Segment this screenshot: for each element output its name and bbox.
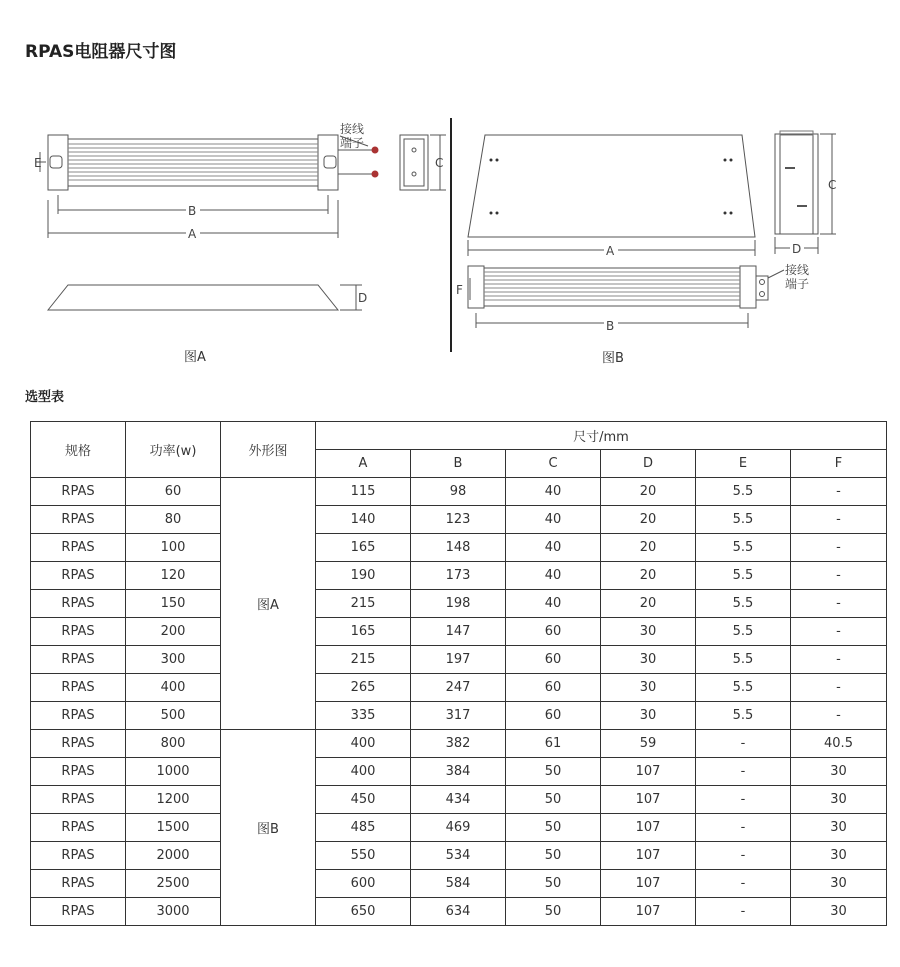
cell-power: 100	[126, 534, 221, 562]
cell-d: 107	[601, 758, 696, 786]
figa-label-a: A	[188, 227, 197, 241]
table-row	[31, 646, 887, 674]
cell-spec: RPAS	[31, 870, 126, 898]
cell-e: -	[696, 730, 791, 758]
cell-e: 5.5	[696, 590, 791, 618]
cell-c: 60	[506, 702, 601, 730]
cell-power: 60	[126, 478, 221, 506]
cell-power: 400	[126, 674, 221, 702]
cell-d: 59	[601, 730, 696, 758]
cell-b: 434	[411, 786, 506, 814]
cell-f: -	[791, 562, 887, 590]
cell-power: 2500	[126, 870, 221, 898]
header-power: 功率(w)	[126, 422, 221, 478]
figure-b-side-view	[468, 135, 755, 256]
cell-spec: RPAS	[31, 702, 126, 730]
cell-e: -	[696, 842, 791, 870]
cell-c: 40	[506, 562, 601, 590]
cell-b: 98	[411, 478, 506, 506]
cell-power: 200	[126, 618, 221, 646]
cell-spec: RPAS	[31, 478, 126, 506]
cell-f: -	[791, 478, 887, 506]
cell-b: 173	[411, 562, 506, 590]
table-row	[31, 674, 887, 702]
cell-power: 300	[126, 646, 221, 674]
cell-e: 5.5	[696, 646, 791, 674]
figa-label-e: E	[34, 156, 42, 170]
cell-b: 584	[411, 870, 506, 898]
cell-e: 5.5	[696, 562, 791, 590]
cell-a: 450	[316, 786, 411, 814]
cell-power: 120	[126, 562, 221, 590]
header-dim-f: F	[791, 450, 887, 478]
cell-c: 50	[506, 786, 601, 814]
cell-a: 400	[316, 758, 411, 786]
cell-f: -	[791, 590, 887, 618]
cell-e: 5.5	[696, 618, 791, 646]
header-dim-b: B	[411, 450, 506, 478]
cell-spec: RPAS	[31, 674, 126, 702]
cell-e: 5.5	[696, 534, 791, 562]
cell-b: 247	[411, 674, 506, 702]
cell-a: 550	[316, 842, 411, 870]
table-row	[31, 478, 887, 506]
cell-d: 30	[601, 702, 696, 730]
cell-d: 20	[601, 478, 696, 506]
cell-spec: RPAS	[31, 842, 126, 870]
cell-f: -	[791, 646, 887, 674]
figure-a-caption: 图A	[184, 350, 206, 365]
header-dim-e: E	[696, 450, 791, 478]
cell-power: 1000	[126, 758, 221, 786]
figa-label-c: C	[435, 156, 444, 170]
table-row	[31, 758, 887, 786]
table-row	[31, 590, 887, 618]
cell-a: 165	[316, 618, 411, 646]
table-row	[31, 898, 887, 926]
cell-a: 650	[316, 898, 411, 926]
cell-e: -	[696, 898, 791, 926]
header-dim-d: D	[601, 450, 696, 478]
cell-f: 30	[791, 814, 887, 842]
cell-a: 190	[316, 562, 411, 590]
cell-a: 215	[316, 646, 411, 674]
figa-terminal-label-1: 接线	[340, 122, 365, 136]
cell-b: 534	[411, 842, 506, 870]
cell-e: -	[696, 870, 791, 898]
cell-d: 20	[601, 590, 696, 618]
header-shape: 外形图	[221, 422, 316, 478]
cell-spec: RPAS	[31, 730, 126, 758]
cell-b: 469	[411, 814, 506, 842]
cell-b: 198	[411, 590, 506, 618]
cell-f: 30	[791, 842, 887, 870]
cell-d: 107	[601, 898, 696, 926]
cell-b: 148	[411, 534, 506, 562]
cell-spec: RPAS	[31, 814, 126, 842]
cell-c: 40	[506, 478, 601, 506]
cell-a: 335	[316, 702, 411, 730]
cell-a: 485	[316, 814, 411, 842]
figb-label-c: C	[828, 178, 837, 192]
figb-label-d: D	[792, 242, 802, 256]
cell-spec: RPAS	[31, 786, 126, 814]
cell-c: 61	[506, 730, 601, 758]
cell-spec: RPAS	[31, 758, 126, 786]
cell-spec: RPAS	[31, 898, 126, 926]
cell-power: 2000	[126, 842, 221, 870]
cell-f: 30	[791, 786, 887, 814]
cell-spec: RPAS	[31, 618, 126, 646]
cell-d: 107	[601, 814, 696, 842]
dimension-drawings	[0, 0, 900, 380]
table-row	[31, 506, 887, 534]
cell-e: 5.5	[696, 702, 791, 730]
cell-d: 20	[601, 562, 696, 590]
cell-c: 50	[506, 814, 601, 842]
cell-b: 197	[411, 646, 506, 674]
header-spec: 规格	[31, 422, 126, 478]
cell-b: 123	[411, 506, 506, 534]
figb-label-b: B	[606, 319, 615, 333]
cell-b: 382	[411, 730, 506, 758]
cell-spec: RPAS	[31, 506, 126, 534]
table-row	[31, 786, 887, 814]
cell-c: 40	[506, 534, 601, 562]
cell-a: 165	[316, 534, 411, 562]
cell-c: 50	[506, 870, 601, 898]
figb-label-a: A	[606, 244, 615, 258]
cell-power: 1200	[126, 786, 221, 814]
table-row	[31, 702, 887, 730]
cell-e: -	[696, 786, 791, 814]
cell-f: -	[791, 618, 887, 646]
table-row	[31, 870, 887, 898]
cell-f: 30	[791, 758, 887, 786]
cell-e: 5.5	[696, 478, 791, 506]
cell-d: 30	[601, 646, 696, 674]
cell-e: -	[696, 758, 791, 786]
cell-e: 5.5	[696, 674, 791, 702]
figure-b-end-view	[775, 131, 836, 254]
cell-e: 5.5	[696, 506, 791, 534]
figb-terminal-label-1: 接线	[785, 263, 810, 277]
cell-c: 60	[506, 674, 601, 702]
header-dims: 尺寸/mm	[316, 422, 887, 450]
cell-d: 20	[601, 534, 696, 562]
cell-a: 115	[316, 478, 411, 506]
page-title: RPAS电阻器尺寸图	[25, 42, 177, 62]
table-body	[31, 478, 887, 926]
cell-f: -	[791, 674, 887, 702]
cell-c: 40	[506, 506, 601, 534]
cell-d: 107	[601, 870, 696, 898]
cell-f: -	[791, 534, 887, 562]
cell-b: 384	[411, 758, 506, 786]
cell-b: 634	[411, 898, 506, 926]
cell-c: 50	[506, 842, 601, 870]
cell-power: 1500	[126, 814, 221, 842]
cell-f: -	[791, 702, 887, 730]
cell-power: 800	[126, 730, 221, 758]
figa-label-b: B	[188, 204, 197, 218]
cell-f: 40.5	[791, 730, 887, 758]
cell-e: -	[696, 814, 791, 842]
figure-a-side-view	[48, 285, 362, 310]
cell-c: 50	[506, 758, 601, 786]
cell-spec: RPAS	[31, 646, 126, 674]
figure-b-top-view	[468, 266, 784, 328]
cell-spec: RPAS	[31, 590, 126, 618]
cell-c: 60	[506, 646, 601, 674]
cell-d: 30	[601, 674, 696, 702]
header-dim-a: A	[316, 450, 411, 478]
selection-table	[30, 421, 887, 926]
cell-d: 20	[601, 506, 696, 534]
table-row	[31, 814, 887, 842]
cell-a: 215	[316, 590, 411, 618]
cell-b: 317	[411, 702, 506, 730]
cell-power: 80	[126, 506, 221, 534]
cell-a: 600	[316, 870, 411, 898]
figa-terminal-label-2: 端子	[340, 136, 365, 150]
table-row	[31, 842, 887, 870]
cell-f: 30	[791, 898, 887, 926]
cell-a: 265	[316, 674, 411, 702]
figure-b-caption: 图B	[602, 351, 624, 366]
cell-shape: 图B	[221, 730, 316, 926]
cell-f: -	[791, 506, 887, 534]
cell-spec: RPAS	[31, 562, 126, 590]
cell-c: 60	[506, 618, 601, 646]
header-dim-c: C	[506, 450, 601, 478]
cell-d: 107	[601, 786, 696, 814]
figa-label-d: D	[358, 291, 368, 305]
cell-spec: RPAS	[31, 534, 126, 562]
table-row	[31, 562, 887, 590]
cell-d: 107	[601, 842, 696, 870]
cell-d: 30	[601, 618, 696, 646]
cell-power: 3000	[126, 898, 221, 926]
cell-a: 140	[316, 506, 411, 534]
selection-table-title: 选型表	[25, 390, 65, 405]
table-row	[31, 534, 887, 562]
table-row	[31, 730, 887, 758]
table-row	[31, 618, 887, 646]
header-row	[31, 422, 887, 450]
figb-label-f: F	[456, 283, 463, 297]
cell-c: 50	[506, 898, 601, 926]
figure-a-top-view	[36, 135, 378, 238]
cell-b: 147	[411, 618, 506, 646]
cell-f: 30	[791, 870, 887, 898]
cell-power: 150	[126, 590, 221, 618]
cell-c: 40	[506, 590, 601, 618]
cell-a: 400	[316, 730, 411, 758]
cell-shape: 图A	[221, 478, 316, 730]
cell-power: 500	[126, 702, 221, 730]
figb-terminal-label-2: 端子	[785, 277, 810, 291]
